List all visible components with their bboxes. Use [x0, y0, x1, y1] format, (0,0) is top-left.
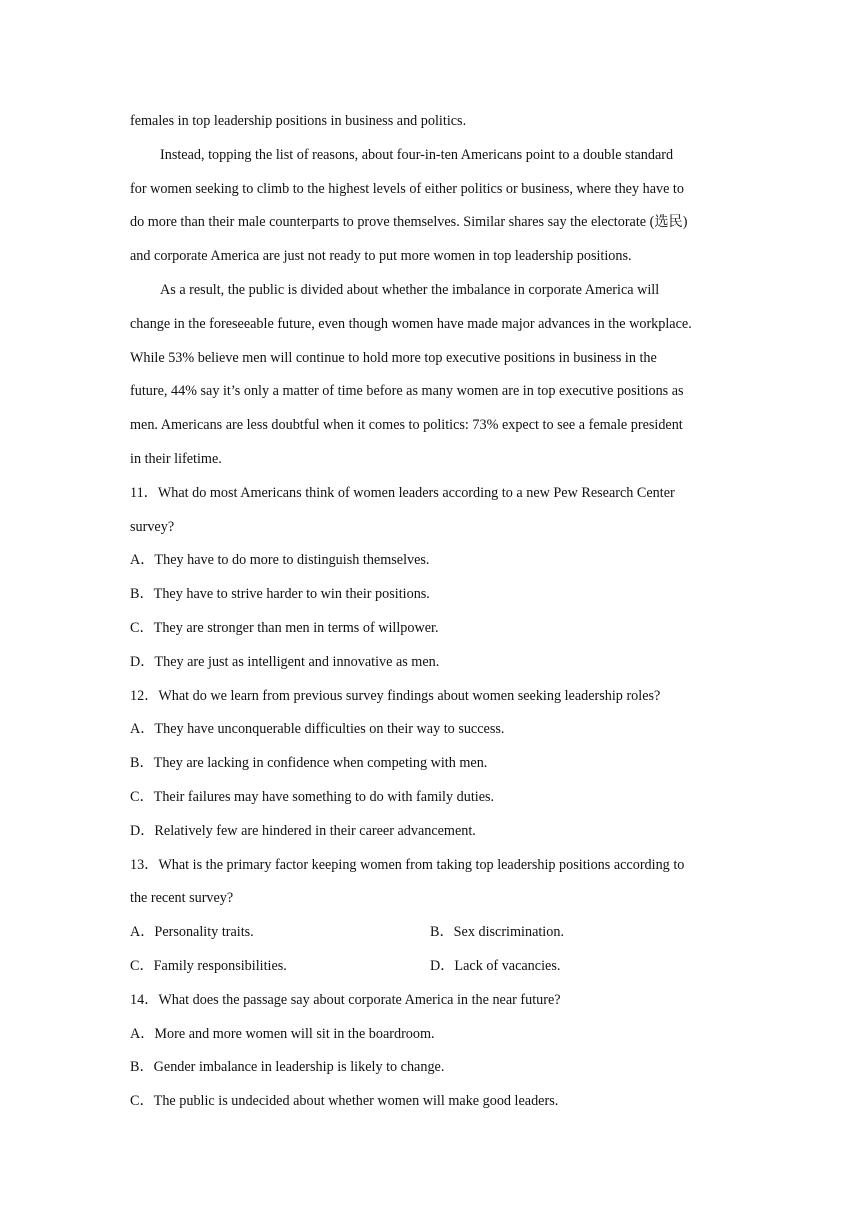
- option-row: [130, 950, 740, 984]
- question-13: [130, 849, 740, 984]
- option-a: A．Personality traits.: [130, 924, 254, 941]
- option-c: C．Family responsibilities.: [130, 957, 287, 974]
- option-c: C．The public is undecided about whether women will make good leaders.: [130, 1093, 559, 1110]
- passage-line: and corporate America are just not ready to put more women in top leadership positions.: [130, 248, 632, 265]
- option-d: D．Relatively few are hindered in their career advancement.: [130, 822, 476, 839]
- option-d: D．They are just as intelligent and innovative as men.: [130, 653, 440, 670]
- option-d: D．Lack of vacancies.: [430, 957, 561, 974]
- option-c: C．They are stronger than men in terms of willpower.: [130, 619, 439, 636]
- passage-line: females in top leadership positions in business and politics.: [130, 113, 467, 129]
- question-stem: 12．What do we learn from previous survey findings about women seeking leadership roles?: [130, 687, 661, 704]
- option-b: B．They have to strive harder to win their positions.: [130, 586, 430, 603]
- question-14: [130, 984, 740, 1119]
- option-a: A．They have unconquerable difficulties on their way to success.: [130, 721, 505, 738]
- passage-line: future, 44% say it’s only a matter of time before as many women are in top executive positions as: [130, 383, 684, 400]
- passage-line: men. Americans are less doubtful when it comes to politics: 73% expect to see a female president: [130, 417, 683, 434]
- option-b: B．They are lacking in confidence when competing with men.: [130, 755, 488, 772]
- question-stem: 13．What is the primary factor keeping women from taking top leadership positions according to: [130, 856, 685, 873]
- question-stem: the recent survey?: [130, 890, 234, 907]
- document-page: [130, 105, 740, 1119]
- passage-line: for women seeking to climb to the highest levels of either politics or business, where they have to: [130, 180, 684, 197]
- option-row: [130, 916, 740, 950]
- option-a: A．More and more women will sit in the boardroom.: [130, 1025, 435, 1042]
- passage-line: do more than their male counterparts to prove themselves. Similar shares say the electorate (选民): [130, 214, 688, 231]
- passage-line: change in the foreseeable future, even though women have made major advances in the workplace.: [130, 315, 692, 332]
- option-a: A．They have to do more to distinguish themselves.: [130, 552, 430, 569]
- option-c: C．Their failures may have something to do with family duties.: [130, 788, 495, 805]
- option-b: B．Sex discrimination.: [430, 924, 564, 941]
- passage-line: As a result, the public is divided about whether the imbalance in corporate America will: [160, 281, 660, 298]
- question-stem: 11．What do most Americans think of women leaders according to a new Pew Research Center: [130, 484, 675, 501]
- passage-line: Instead, topping the list of reasons, about four-in-ten Americans point to a double standard: [160, 146, 674, 163]
- question-stem: 14．What does the passage say about corporate America in the near future?: [130, 991, 561, 1008]
- passage-line: in their lifetime.: [130, 450, 222, 467]
- passage-line: While 53% believe men will continue to hold more top executive positions in business in the: [130, 349, 657, 366]
- question-11: [130, 477, 740, 680]
- question-12: [130, 680, 740, 849]
- question-stem: survey?: [130, 518, 175, 535]
- option-b: B．Gender imbalance in leadership is likely to change.: [130, 1059, 445, 1076]
- passage: [130, 105, 740, 477]
